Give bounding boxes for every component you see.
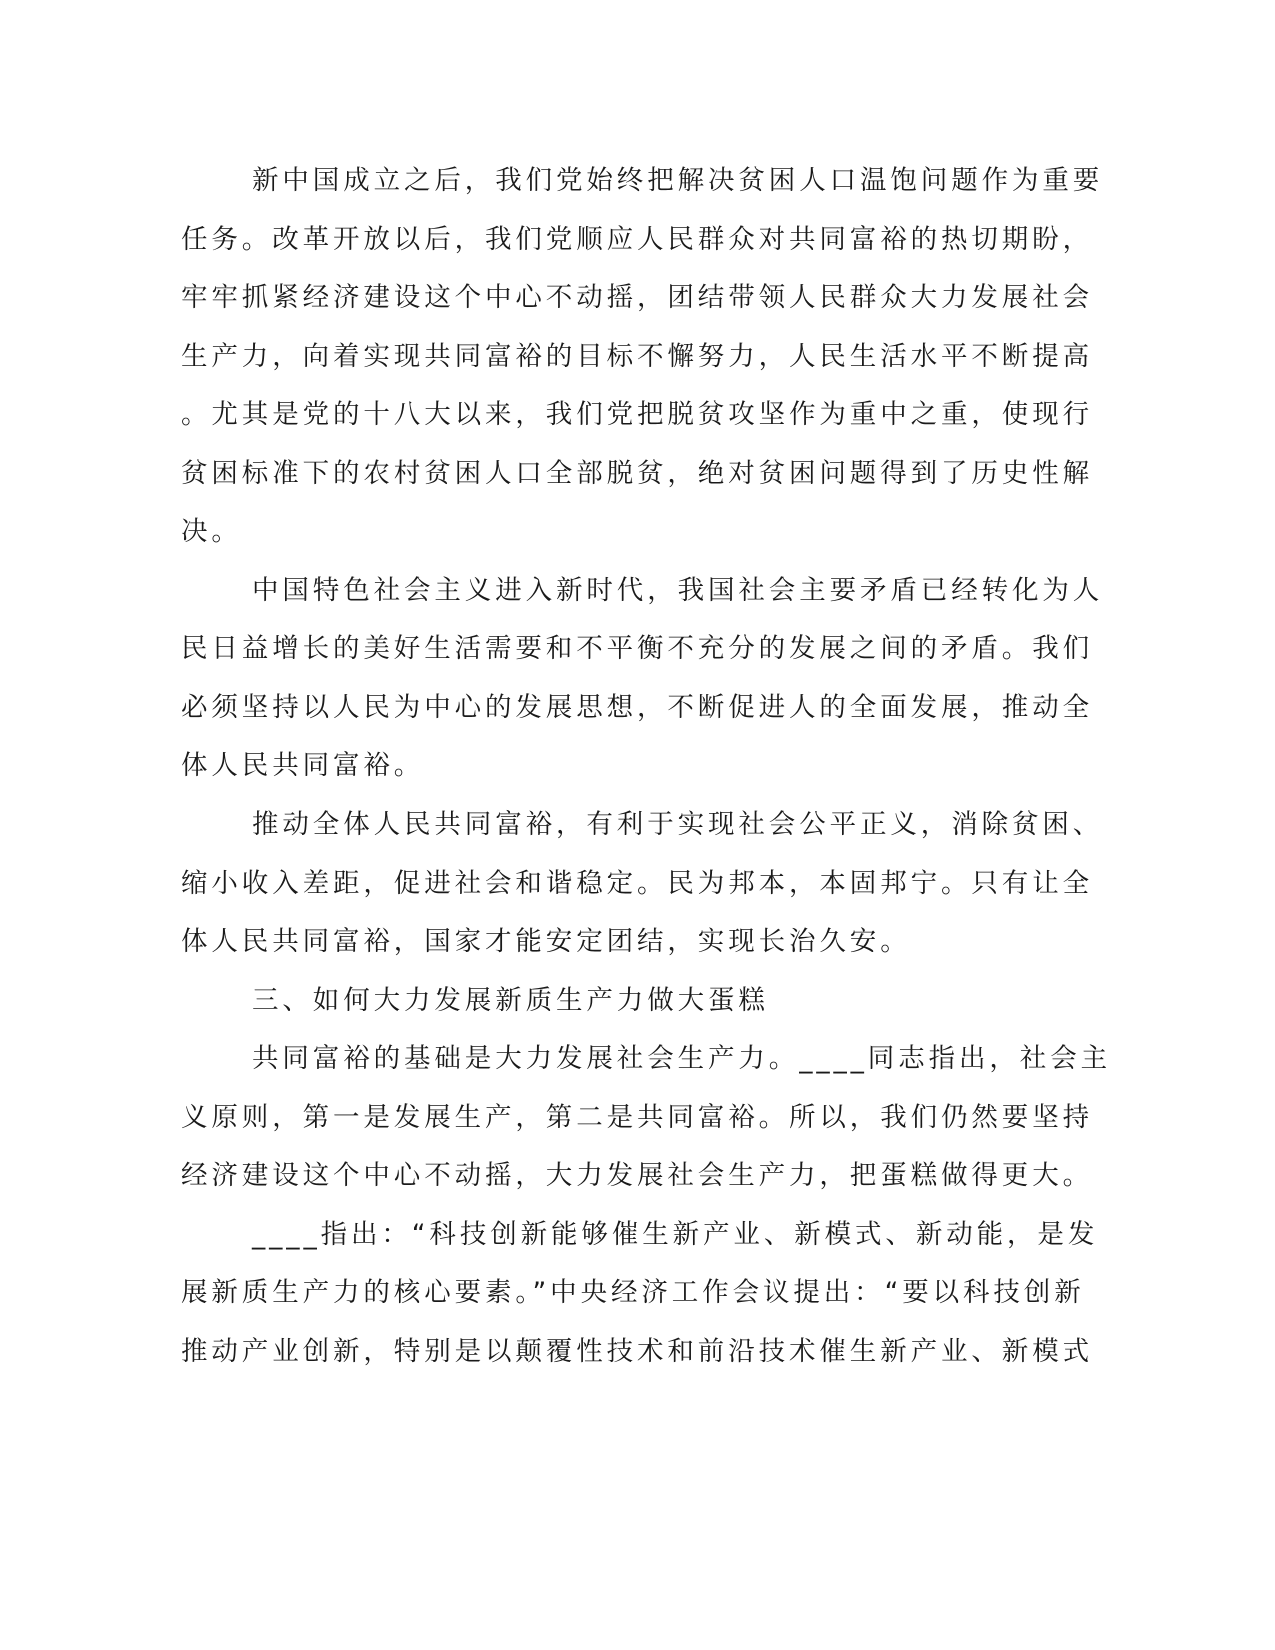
paragraph-5-line-3: 推动产业创新，特别是以颠覆性技术和前沿技术催生新产业、新模式 bbox=[181, 1336, 1093, 1367]
paragraph-2-line-4: 体人民共同富裕。 bbox=[181, 750, 425, 781]
paragraph-5-line-2: 展新质生产力的核心要素。”中央经济工作会议提出：“要以科技创新 bbox=[181, 1277, 1085, 1308]
paragraph-5-line-1: ____指出：“科技创新能够催生新产业、新模式、新动能，是发 bbox=[252, 1219, 1099, 1250]
paragraph-3-line-2: 缩小收入差距，促进社会和谐稳定。民为邦本，本固邦宁。只有让全 bbox=[181, 868, 1093, 899]
paragraph-1-line-7: 决。 bbox=[181, 516, 242, 547]
paragraph-4-line-2: 义原则，第一是发展生产，第二是共同富裕。所以，我们仍然要坚持 bbox=[181, 1102, 1093, 1133]
paragraph-2-line-3: 必须坚持以人民为中心的发展思想，不断促进人的全面发展，推动全 bbox=[181, 692, 1093, 723]
paragraph-4-line-1: 共同富裕的基础是大力发展社会生产力。____同志指出，社会主 bbox=[252, 1043, 1111, 1074]
paragraph-1-line-5: 。尤其是党的十八大以来，我们党把脱贫攻坚作为重中之重，使现行 bbox=[181, 399, 1093, 430]
paragraph-1-line-6: 贫困标准下的农村贫困人口全部脱贫，绝对贫困问题得到了历史性解 bbox=[181, 458, 1093, 489]
paragraph-1-line-2: 任务。改革开放以后，我们党顺应人民群众对共同富裕的热切期盼， bbox=[181, 224, 1093, 255]
paragraph-2-line-2: 民日益增长的美好生活需要和不平衡不充分的发展之间的矛盾。我们 bbox=[181, 633, 1093, 664]
paragraph-1-line-1: 新中国成立之后，我们党始终把解决贫困人口温饱问题作为重要 bbox=[252, 165, 1104, 196]
paragraph-2-line-1: 中国特色社会主义进入新时代，我国社会主要矛盾已经转化为人 bbox=[252, 575, 1104, 606]
paragraph-4-line-3: 经济建设这个中心不动摇，大力发展社会生产力，把蛋糕做得更大。 bbox=[181, 1160, 1093, 1191]
paragraph-1-line-3: 牢牢抓紧经济建设这个中心不动摇，团结带领人民群众大力发展社会 bbox=[181, 282, 1093, 313]
paragraph-3-line-3: 体人民共同富裕，国家才能安定团结，实现长治久安。 bbox=[181, 926, 911, 957]
section-heading: 三、如何大力发展新质生产力做大蛋糕 bbox=[252, 985, 769, 1016]
paragraph-3-line-1: 推动全体人民共同富裕，有利于实现社会公平正义，消除贫困、 bbox=[252, 809, 1104, 840]
paragraph-1-line-4: 生产力，向着实现共同富裕的目标不懈努力，人民生活水平不断提高 bbox=[181, 341, 1093, 372]
